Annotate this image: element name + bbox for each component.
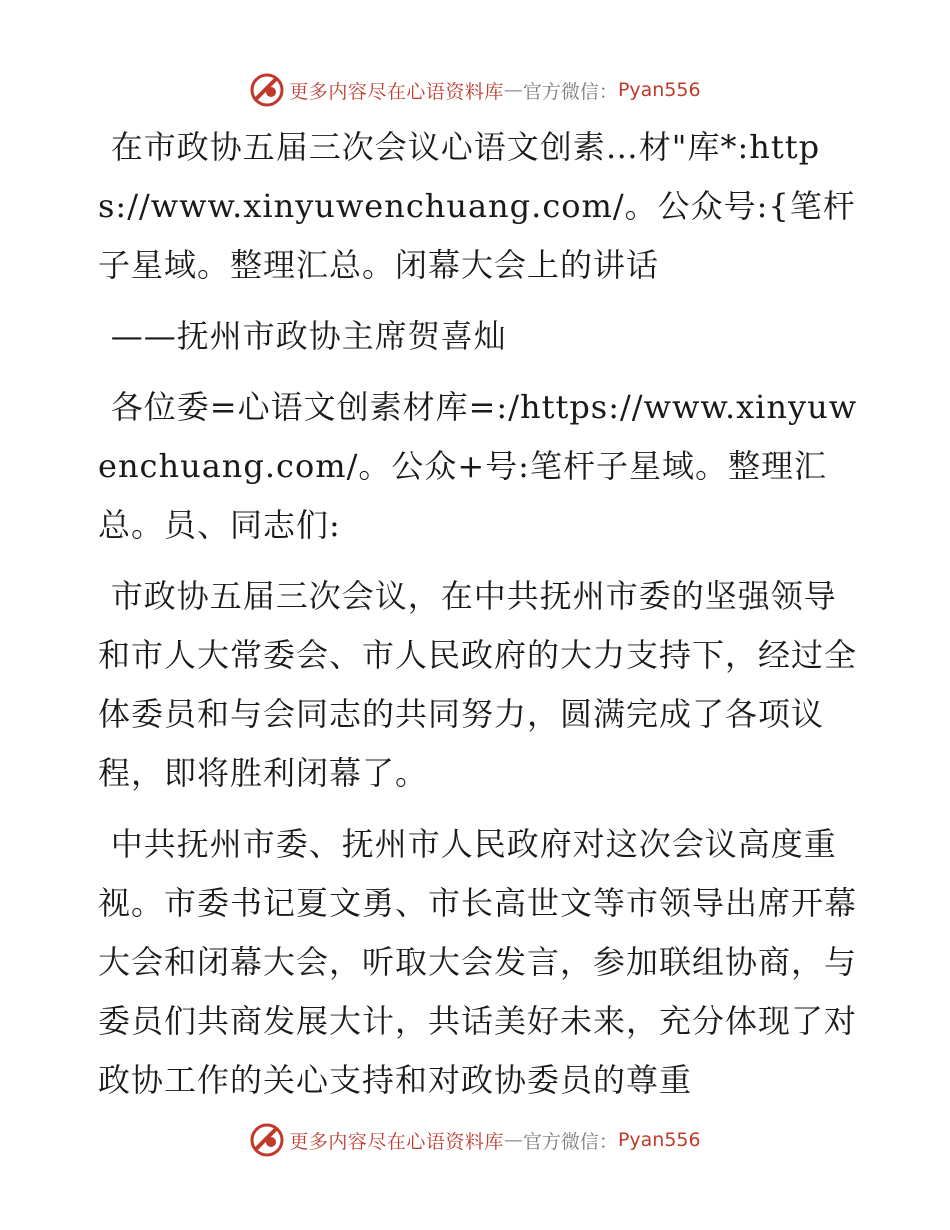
banner-wechat-id: Pyan556 [617, 1129, 701, 1151]
seal-logo-icon [249, 1122, 285, 1158]
paragraph-speaker: ——抚州市政协主席贺喜灿 [110, 317, 507, 355]
footer-banner [0, 1120, 950, 1160]
banner-wechat-id: Pyan556 [617, 79, 701, 101]
paragraph-salutation: 各位委=心语文创素材库=:/https://www.xinyuwenchuang.com/。公众+号:笔杆子星域。整理汇总。员、同志们: [98, 388, 858, 544]
banner-text: 更多内容尽在心语资料库 [289, 1130, 504, 1153]
document-body [98, 118, 858, 1122]
banner-separator: — [503, 79, 523, 101]
paragraph-title: 在市政协五届三次会议心语文创素…材"库*:https://www.xinyuwenchuang.com/。公众号:{笔杆子星域。整理汇总。闭幕大会上的讲话 [98, 128, 856, 284]
paragraph-body-2: 中共抚州市委、抚州市人民政府对这次会议高度重视。市委书记夏文勇、市长高世文等市领导出席开幕大会和闭幕大会，听取大会发言，参加联组协商，与委员们共商发展大计，共话美好未来，充分体现了对政协工作的关心支持和对政协委员的尊重 [98, 825, 858, 1099]
banner-separator: — [503, 1129, 523, 1151]
header-banner [0, 70, 950, 110]
seal-logo-icon [249, 72, 285, 108]
paragraph-body-1: 市政协五届三次会议，在中共抚州市委的坚强领导和市人大常委会、市人民政府的大力支持下，经过全体委员和与会同志的共同努力，圆满完成了各项议程，即将胜利闭幕了。 [98, 577, 858, 792]
banner-wechat-label: 官方微信： [522, 80, 618, 103]
banner-wechat-label: 官方微信： [522, 1130, 618, 1153]
banner-text: 更多内容尽在心语资料库 [289, 80, 504, 103]
